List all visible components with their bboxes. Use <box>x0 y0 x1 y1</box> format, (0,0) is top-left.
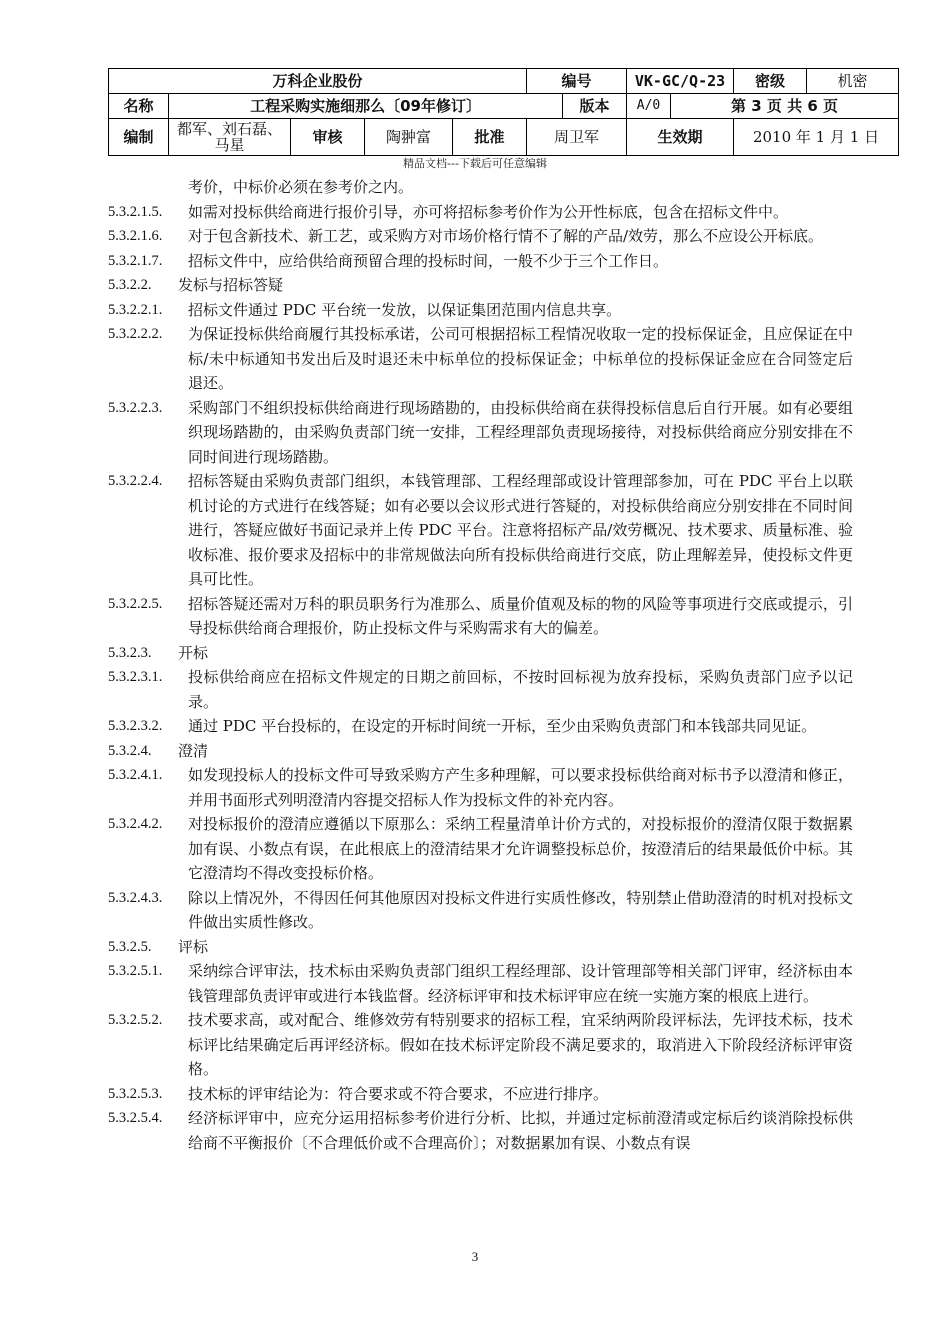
clause <box>108 714 853 739</box>
section-title: 开标 <box>178 643 209 662</box>
name-label: 名称 <box>109 94 169 119</box>
clause-text: 对于包含新技术、新工艺，或采购方对市场价格行情不了解的产品/效劳，那么不应设公开标底。 <box>188 227 824 245</box>
document-body <box>108 175 853 1155</box>
section-number: 5.3.2.4. <box>108 742 152 759</box>
clause-number: 5.3.2.5.2. <box>108 1012 163 1028</box>
clause-number: 5.3.2.3.1. <box>108 669 163 685</box>
clause-number: 5.3.2.2.5. <box>108 595 163 612</box>
clause-text: 招标文件通过 PDC 平台统一发放，以保证集团范围内信息共享。 <box>188 300 622 319</box>
paragraph-continuation: 考价，中标价必须在参考价之内。 <box>188 178 414 196</box>
section-number: 5.3.2.5. <box>108 938 152 955</box>
clause-text: 技术标的评审结论为：符合要求或不符合要求，不应进行排序。 <box>188 1084 609 1103</box>
clause <box>108 224 853 249</box>
clause-text: 招标答疑由采购负责部门组织，本钱管理部、工程经理部或设计管理部参加，可在 PDC 平台上以联机讨论的方式进行在线答疑；如有必要以会议形式进行答疑的，对投标供给商应分别安排在不同时间进行，答疑应做好书面记录并上传 PDC 平台。注意将招标产品/效劳概况、技术要求、质量标准、验收标准、报价要求及招标中的非常规做法向所有投标供给商进行交底，防止理解差异，使投标文件更具可比性。 <box>188 472 853 588</box>
clause-text: 为保证投标供给商履行其投标承诺，公司可根据招标工程情况收取一定的投标保证金，且应保证在中标/未中标通知书发出后及时退还未中标单位的投标保证金；中标单位的投标保证金应在合同签定后退还。 <box>188 325 853 392</box>
clause <box>108 322 853 396</box>
clause-number: 5.3.2.5.4. <box>108 1110 163 1126</box>
clause-number: 5.3.2.2.1. <box>108 301 163 318</box>
clause-text: 投标供给商应在招标文件规定的日期之前回标，不按时回标视为放弃投标，采购负责部门应予以记录。 <box>188 668 853 711</box>
clause-text: 技术要求高，或对配合、维修效劳有特别要求的招标工程，宜采纳两阶段评标法，先评技术标，技术标评比结果确定后再评经济标。假如在技术标评定阶段不满足要求的，取消进入下阶段经济标评审资格。 <box>188 1011 853 1078</box>
version-value: A/0 <box>627 94 671 119</box>
watermark-text: 精品文档---下载后可任意编辑 <box>403 157 547 170</box>
effective-value: 2010 年 1 月 1 日 <box>734 119 899 156</box>
page-info: 第 3 页 共 6 页 <box>671 94 899 119</box>
clause-text: 除以上情况外，不得因任何其他原因对投标文件进行实质性修改，特别禁止借助澄清的时机对投标文件做出实质性修改。 <box>188 888 853 931</box>
section-number: 5.3.2.2. <box>108 277 152 293</box>
code-value: VK-GC/Q-23 <box>627 69 734 94</box>
effective-label: 生效期 <box>627 119 734 156</box>
clause-text: 如需对投标供给商进行报价引导，亦可将招标参考价作为公开性标底，包含在招标文件中。 <box>188 202 789 221</box>
clause <box>108 298 853 323</box>
clause <box>108 812 853 886</box>
section-heading <box>108 935 853 960</box>
section-title: 发标与招标答疑 <box>178 276 284 294</box>
clause-number: 5.3.2.1.7. <box>108 252 163 269</box>
section-title: 评标 <box>178 937 209 956</box>
clause-number: 5.3.2.1.6. <box>108 228 163 244</box>
page-number: 3 <box>471 1249 479 1264</box>
clause-text: 采纳综合评审法，技术标由采购负责部门组织工程经理部、设计管理部等相关部门评审，经济标由本钱管理部负责评审或进行本钱监督。经济标评审和技术标评审应在统一实施方案的根底上进行。 <box>188 962 853 1005</box>
clause-number: 5.3.2.5.1. <box>108 963 163 979</box>
clause-number: 5.3.2.2.3. <box>108 399 163 416</box>
company-name: 万科企业股份 <box>109 69 527 94</box>
code-label: 编号 <box>527 69 627 94</box>
review-label: 审核 <box>291 119 365 156</box>
clause <box>108 469 853 592</box>
clause <box>108 1008 853 1082</box>
version-label: 版本 <box>563 94 627 119</box>
clause <box>108 249 853 274</box>
clause-text: 招标文件中，应给供给商预留合理的投标时间，一般不少于三个工作日。 <box>188 251 669 270</box>
author-value: 都军、刘石磊、马星 <box>169 119 291 156</box>
clause-number: 5.3.2.2.2. <box>108 326 163 342</box>
clause <box>108 665 853 714</box>
review-value: 陶翀富 <box>365 119 453 156</box>
clause-number: 5.3.2.1.5. <box>108 203 163 220</box>
section-heading <box>108 273 853 298</box>
clause-text: 对投标报价的澄清应遵循以下原那么：采纳工程量清单计价方式的，对投标报价的澄清仅限于数据累加有误、小数点有误，在此根底上的澄清结果才允许调整投标总价，按澄清后的结果最低价中标。其它澄清均不得改变投标价格。 <box>188 815 853 882</box>
clause-text: 招标答疑还需对万科的职员职务行为准那么、质量价值观及标的物的风险等事项进行交底或提示，引导投标供给商合理报价，防止投标文件与采购需求有大的偏差。 <box>188 594 853 637</box>
clause-number: 5.3.2.3.2. <box>108 718 163 734</box>
section-heading <box>108 641 853 666</box>
clause-number: 5.3.2.4.2. <box>108 816 163 832</box>
clause <box>108 763 853 812</box>
approve-label: 批准 <box>453 119 527 156</box>
name-value: 工程采购实施细那么〔09年修订〕 <box>169 94 563 119</box>
clause-text: 采购部门不组织投标供给商进行现场踏勘的，由投标供给商在获得投标信息后自行开展。如有必要组织现场踏勘的，由采购负责部门统一安排，工程经理部负责现场接待，对投标供给商应分别安排在不同时间进行现场踏勘。 <box>188 398 853 466</box>
clause <box>108 1106 853 1155</box>
clause-number: 5.3.2.5.3. <box>108 1085 163 1102</box>
section-number: 5.3.2.3. <box>108 644 152 661</box>
clause <box>108 396 853 470</box>
approve-value: 周卫军 <box>527 119 627 156</box>
section-heading <box>108 739 853 764</box>
clause <box>108 592 853 641</box>
clause <box>108 200 853 225</box>
secret-label: 密级 <box>734 69 807 94</box>
clause <box>108 959 853 1008</box>
section-title: 澄清 <box>178 741 209 760</box>
clause-number: 5.3.2.4.3. <box>108 889 163 906</box>
clause-text: 经济标评审中，应充分运用招标参考价进行分析、比拟，并通过定标前澄清或定标后约谈消除投标供给商不平衡报价〔不合理低价或不合理高价〕；对数据累加有误、小数点有误 <box>188 1109 853 1152</box>
clause-number: 5.3.2.2.4. <box>108 473 163 489</box>
author-label: 编制 <box>109 119 169 156</box>
clause <box>108 886 853 935</box>
clause-text: 如发现投标人的投标文件可导致采购方产生多种理解，可以要求投标供给商对标书予以澄清和修正，并用书面形式列明澄清内容提交招标人作为投标文件的补充内容。 <box>188 766 853 809</box>
clause-number: 5.3.2.4.1. <box>108 767 163 783</box>
clause-text: 通过 PDC 平台投标的，在设定的开标时间统一开标，至少由采购负责部门和本钱部共同见证。 <box>188 717 817 735</box>
clause <box>108 1082 853 1107</box>
secret-value: 机密 <box>807 69 899 94</box>
document-header-table <box>108 68 899 156</box>
